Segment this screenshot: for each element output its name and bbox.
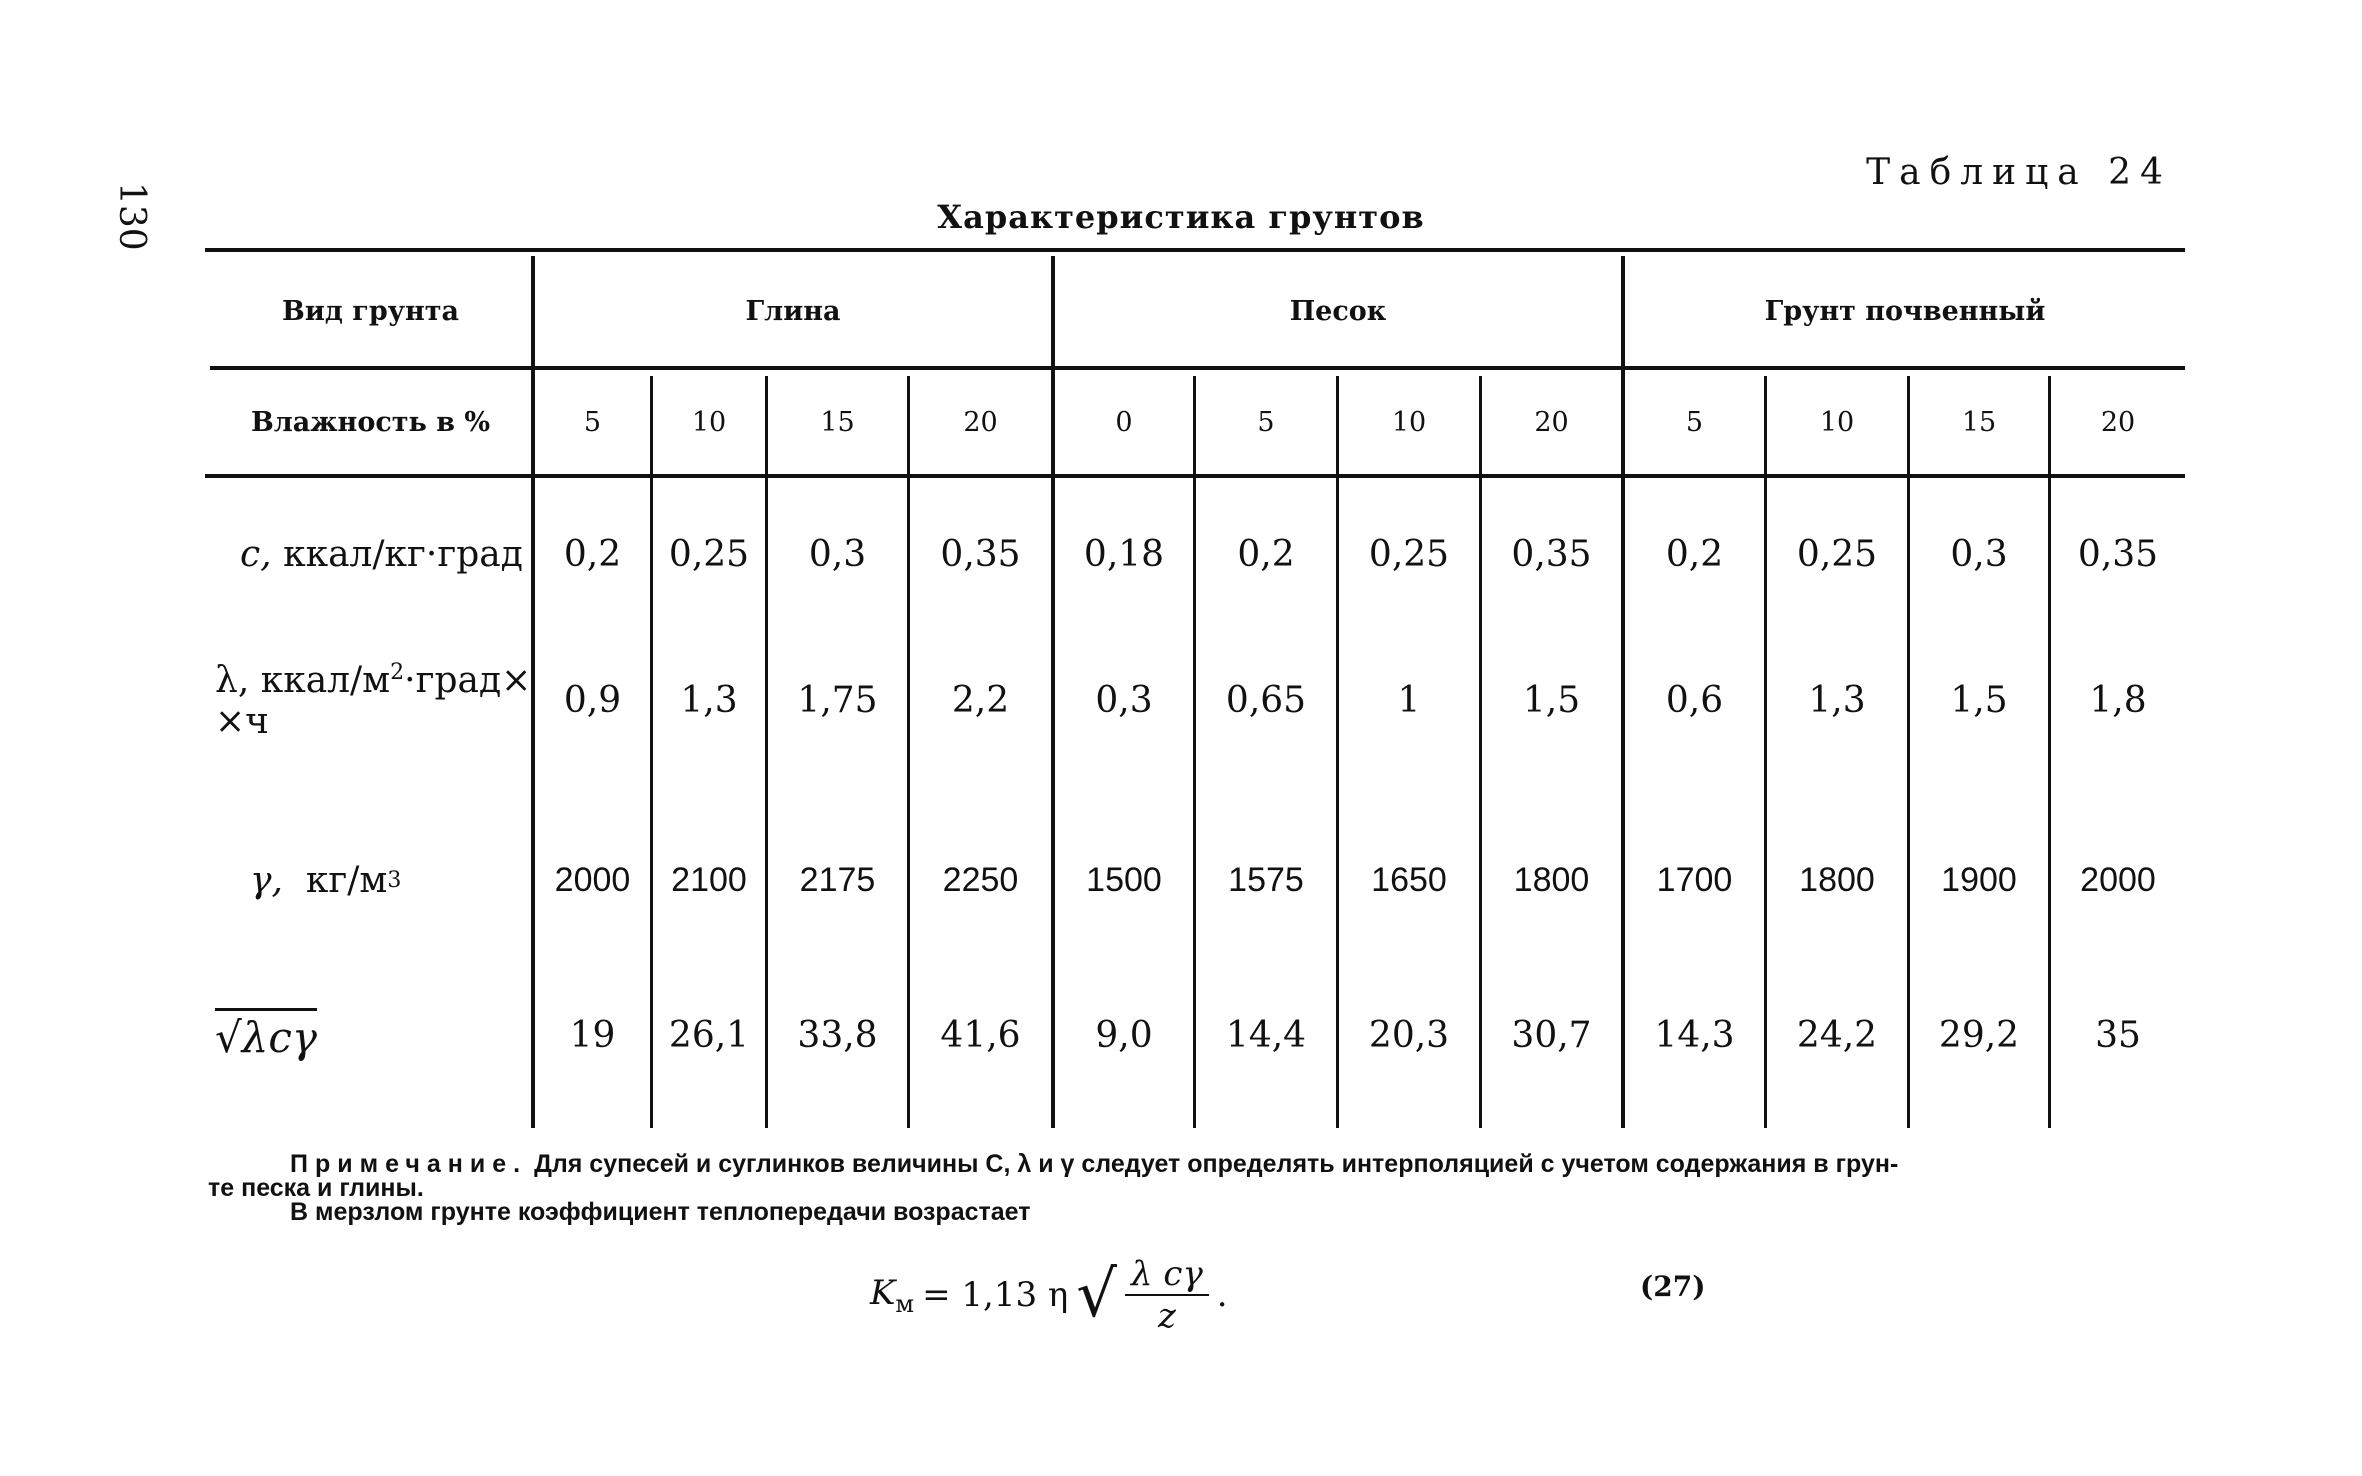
cell-c: 0,3 [1950,533,2008,575]
moisture-value: 5 [1257,406,1275,438]
cell-root: 26,1 [668,1014,750,1056]
cell-c: 0,3 [808,533,867,575]
cell-lambda: 1,75 [797,679,878,721]
formula-tail: . [1216,1275,1228,1315]
header-group-soil: Грунт почвенный [1764,295,2046,327]
table-note [208,1150,2220,1226]
formula-denominator: z [1157,1296,1176,1336]
cell-gamma: 1800 [1799,860,1875,899]
cell-lambda: 0,3 [1095,679,1153,721]
cell-root: 24,2 [1796,1014,1878,1056]
formula-eq: = 1,13 η [922,1275,1069,1315]
cell-c: 0,35 [2077,533,2159,575]
header-moisture: Влажность в % [250,406,491,438]
cell-root: 30,7 [1511,1014,1592,1056]
note-text-3: В мерзлом грунте коэффициент теплопередачи возрастает [290,1198,1031,1226]
cell-gamma: 1575 [1228,860,1304,899]
header-group-sand: Песок [1289,295,1387,327]
moisture-value: 5 [1685,406,1704,438]
cell-c: 0,2 [1237,533,1295,575]
cell-root: 35 [2095,1014,2141,1056]
lambda-line1: λ, ккал/м [215,660,391,701]
row-label-c [240,494,530,614]
cell-gamma: 1800 [1513,860,1590,899]
formula-number: (27) [1640,1270,1706,1303]
cell-c: 0,2 [563,533,622,575]
moisture-value: 15 [1961,406,1997,438]
cell-gamma: 1900 [1941,860,2017,899]
cell-c: 0,25 [1796,533,1878,575]
note-heading: Примечание. [290,1150,528,1178]
moisture-value: 15 [820,406,855,438]
formula-root-sign: √ [1076,1258,1118,1332]
cell-root: 29,2 [1938,1014,2020,1056]
moisture-value: 20 [1534,406,1569,438]
cell-lambda: 1,5 [1522,679,1581,721]
cell-root: 41,6 [940,1014,1021,1056]
formula-lhs-sub: м [895,1289,915,1318]
cell-root: 20,3 [1368,1014,1450,1056]
cell-lambda: 1 [1397,679,1421,721]
header-soil-type: Вид грунта [282,295,459,327]
cell-lambda: 0,6 [1665,679,1724,721]
row-label-root [215,980,515,1090]
c-unit: ккал/кг·град [283,533,523,575]
root-label: √λcγ [215,1008,317,1062]
gamma-symbol: γ, [250,859,283,901]
cell-c: 0,35 [1511,533,1592,575]
lambda-line2: ×ч [215,701,269,742]
cell-gamma: 2000 [554,860,631,899]
moisture-value: 5 [583,406,602,438]
cell-lambda: 1,5 [1950,679,2008,721]
cell-root: 14,3 [1654,1014,1735,1056]
note-text-2: те песка и глины. [208,1174,424,1202]
cell-gamma: 1500 [1086,860,1162,899]
cell-c: 0,18 [1083,533,1165,575]
cell-lambda: 0,65 [1225,679,1307,721]
page-number: 130 [111,182,152,251]
cell-root: 33,8 [797,1014,878,1056]
moisture-value: 10 [1819,406,1855,438]
cell-lambda: 2,2 [951,679,1010,721]
lambda-line1-end: ·град× [404,660,532,701]
cell-root: 14,4 [1225,1014,1307,1056]
cell-gamma: 2250 [942,860,1019,899]
cell-lambda: 0,9 [563,679,622,721]
cell-lambda: 1,3 [1808,679,1866,721]
cell-c: 0,25 [1368,533,1450,575]
header-group-clay: Глина [745,295,841,327]
table-caption: Характеристика грунтов [937,198,1425,236]
cell-c: 0,25 [668,533,750,575]
cell-gamma: 2175 [799,860,876,899]
gamma-unit: кг/м [305,859,388,901]
moisture-value: 10 [1391,406,1427,438]
cell-lambda: 1,3 [680,679,738,721]
row-label-lambda [215,660,535,770]
moisture-value: 20 [2100,406,2136,438]
cell-c: 0,35 [940,533,1021,575]
c-symbol: c, [240,533,272,575]
cell-gamma: 1650 [1371,860,1447,899]
moisture-value: 20 [963,406,998,438]
moisture-value: 10 [691,406,727,438]
gamma-sup: 3 [387,867,402,893]
formula-27 [870,1250,1228,1340]
row-label-gamma [250,820,530,940]
cell-gamma: 2000 [2080,860,2156,899]
cell-lambda: 1,8 [2089,679,2147,721]
formula-fraction [1125,1254,1209,1336]
note-text-1: Для супесей и суглинков величины C, λ и γ следует определять интерполяцией с учетом содержания в грун- [534,1150,1899,1178]
formula-numerator: λ cγ [1125,1254,1209,1296]
moisture-value: 0 [1115,406,1133,438]
cell-c: 0,2 [1665,533,1724,575]
cell-gamma: 2100 [671,860,747,899]
formula-lhs: K [870,1272,896,1313]
cell-root: 9,0 [1095,1014,1153,1056]
cell-gamma: 1700 [1656,860,1733,899]
table-top-rule [205,248,2185,252]
cell-root: 19 [569,1014,616,1056]
table-label: Таблица 24 [1866,152,2172,193]
lambda-sup: 2 [390,660,405,685]
